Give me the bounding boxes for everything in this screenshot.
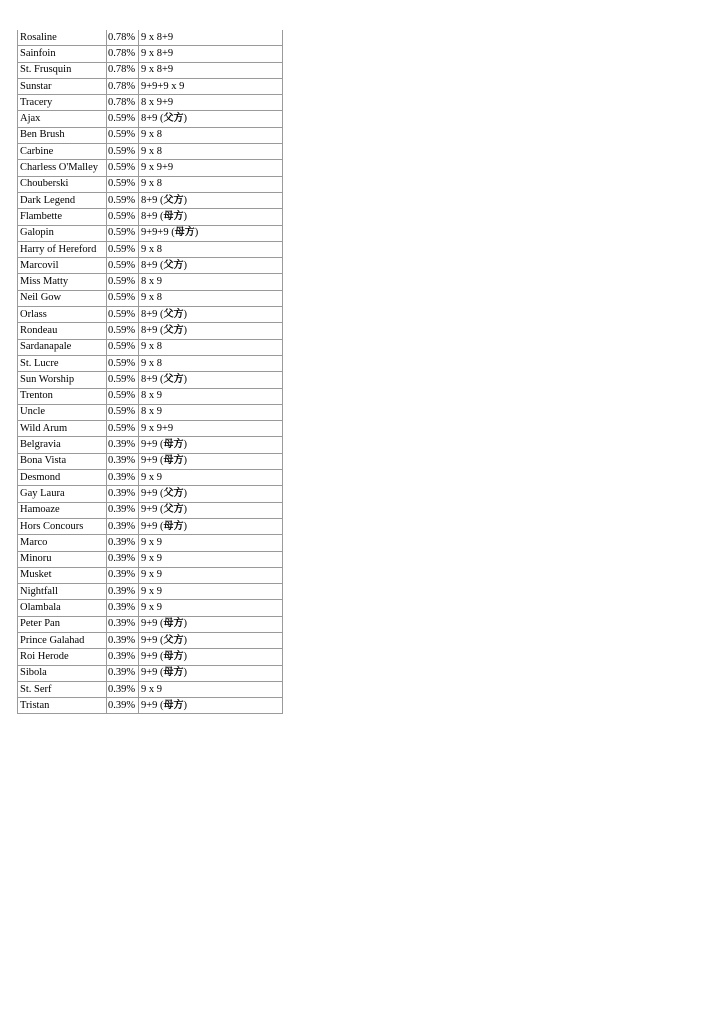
horse-name-cell: Sunstar xyxy=(18,78,107,94)
horse-name-cell: Olambala xyxy=(18,600,107,616)
cross-cell xyxy=(139,192,283,208)
percentage-cell: 0.78% xyxy=(107,95,139,111)
cross-cell xyxy=(139,111,283,127)
percentage-cell: 0.39% xyxy=(107,600,139,616)
closing-paren: ) xyxy=(183,373,188,385)
cross-cell xyxy=(139,339,283,355)
percentage-cell: 0.59% xyxy=(107,144,139,160)
cross-text: 9 x 8+9 xyxy=(141,64,174,76)
table-row xyxy=(18,30,283,46)
cross-cell xyxy=(139,388,283,404)
table-row xyxy=(18,307,283,323)
cross-text: 9+9 ( xyxy=(141,520,164,532)
cross-cell xyxy=(139,453,283,469)
cross-text: 8+9 ( xyxy=(141,373,164,385)
cross-cell xyxy=(139,665,283,681)
cross-text: 9+9 ( xyxy=(141,699,164,711)
side-note: 母方 xyxy=(163,210,184,222)
horse-name-cell: Marco xyxy=(18,535,107,551)
side-note: 父方 xyxy=(163,634,184,646)
table-row xyxy=(18,681,283,697)
horse-name-cell: St. Lucre xyxy=(18,355,107,371)
cross-cell xyxy=(139,30,283,46)
percentage-cell: 0.59% xyxy=(107,388,139,404)
cross-text: 9+9 ( xyxy=(141,455,164,467)
horse-name-cell: Neil Gow xyxy=(18,290,107,306)
cross-text: 9+9 ( xyxy=(141,634,164,646)
table-row xyxy=(18,209,283,225)
percentage-cell: 0.39% xyxy=(107,437,139,453)
cross-text: 9 x 8 xyxy=(141,243,162,255)
table-row xyxy=(18,486,283,502)
horse-name-cell: Tristan xyxy=(18,698,107,714)
percentage-cell: 0.59% xyxy=(107,192,139,208)
side-note: 母方 xyxy=(163,699,184,711)
horse-name-cell: Desmond xyxy=(18,470,107,486)
percentage-cell: 0.39% xyxy=(107,567,139,583)
cross-cell xyxy=(139,551,283,567)
horse-name-cell: Roi Herode xyxy=(18,649,107,665)
closing-paren: ) xyxy=(183,667,188,679)
cross-text: 9 x 9+9 xyxy=(141,422,174,434)
table-row xyxy=(18,649,283,665)
cross-text: 9 x 8 xyxy=(141,178,162,190)
table-row xyxy=(18,404,283,420)
cross-cell xyxy=(139,616,283,632)
closing-paren: ) xyxy=(183,113,188,125)
horse-name-cell: Hamoaze xyxy=(18,502,107,518)
cross-text: 9+9 ( xyxy=(141,504,164,516)
horse-name-cell: Belgravia xyxy=(18,437,107,453)
closing-paren: ) xyxy=(183,259,188,271)
table-row xyxy=(18,355,283,371)
closing-paren: ) xyxy=(183,487,188,499)
table-row xyxy=(18,78,283,94)
percentage-cell: 0.39% xyxy=(107,632,139,648)
cross-text: 9 x 8 xyxy=(141,129,162,141)
horse-name-cell: Miss Matty xyxy=(18,274,107,290)
side-note: 母方 xyxy=(163,439,184,451)
table-row xyxy=(18,632,283,648)
table-row xyxy=(18,111,283,127)
table-row xyxy=(18,323,283,339)
cross-text: 8 x 9 xyxy=(141,390,162,402)
cross-text: 9 x 9 xyxy=(141,553,162,565)
table-row xyxy=(18,258,283,274)
cross-cell xyxy=(139,176,283,192)
percentage-cell: 0.39% xyxy=(107,518,139,534)
cross-cell xyxy=(139,160,283,176)
percentage-cell: 0.59% xyxy=(107,372,139,388)
closing-paren: ) xyxy=(183,439,188,451)
horse-name-cell: Bona Vista xyxy=(18,453,107,469)
horse-name-cell: Hors Concours xyxy=(18,518,107,534)
cross-text: 9 x 9 xyxy=(141,536,162,548)
cross-text: 9 x 8+9 xyxy=(141,31,174,43)
cross-cell xyxy=(139,486,283,502)
cross-cell xyxy=(139,127,283,143)
side-note: 母方 xyxy=(163,520,184,532)
table-row xyxy=(18,192,283,208)
horse-name-cell: Charless O'Malley xyxy=(18,160,107,176)
cross-text: 9 x 9+9 xyxy=(141,162,174,174)
horse-name-cell: Sun Worship xyxy=(18,372,107,388)
side-note: 父方 xyxy=(163,194,184,206)
table-row xyxy=(18,160,283,176)
cross-cell xyxy=(139,649,283,665)
table-row xyxy=(18,176,283,192)
cross-cell xyxy=(139,470,283,486)
horse-name-cell: Prince Galahad xyxy=(18,632,107,648)
closing-paren: ) xyxy=(183,618,188,630)
cross-cell xyxy=(139,421,283,437)
table-row xyxy=(18,698,283,714)
cross-cell xyxy=(139,404,283,420)
cross-cell xyxy=(139,62,283,78)
percentage-cell: 0.59% xyxy=(107,290,139,306)
closing-paren: ) xyxy=(183,308,188,320)
horse-name-cell: Minoru xyxy=(18,551,107,567)
cross-text: 8 x 9+9 xyxy=(141,96,174,108)
horse-name-cell: Sibola xyxy=(18,665,107,681)
cross-cell xyxy=(139,355,283,371)
percentage-cell: 0.59% xyxy=(107,160,139,176)
horse-name-cell: Orlass xyxy=(18,307,107,323)
cross-cell xyxy=(139,78,283,94)
percentage-cell: 0.78% xyxy=(107,78,139,94)
cross-text: 9+9 ( xyxy=(141,650,164,662)
closing-paren: ) xyxy=(194,227,199,239)
cross-text: 9 x 9 xyxy=(141,585,162,597)
horse-name-cell: Peter Pan xyxy=(18,616,107,632)
cross-cell xyxy=(139,274,283,290)
percentage-cell: 0.59% xyxy=(107,404,139,420)
closing-paren: ) xyxy=(183,650,188,662)
horse-name-cell: Sardanapale xyxy=(18,339,107,355)
cross-text: 9 x 8 xyxy=(141,145,162,157)
percentage-cell: 0.39% xyxy=(107,649,139,665)
cross-text: 8+9 ( xyxy=(141,194,164,206)
table-row xyxy=(18,62,283,78)
cross-text: 9+9+9 ( xyxy=(141,227,175,239)
table-row xyxy=(18,437,283,453)
cross-text: 9+9+9 x 9 xyxy=(141,80,185,92)
percentage-cell: 0.39% xyxy=(107,453,139,469)
cross-cell xyxy=(139,600,283,616)
table-row xyxy=(18,584,283,600)
table-row xyxy=(18,665,283,681)
table-row xyxy=(18,290,283,306)
horse-name-cell: Flambette xyxy=(18,209,107,225)
horse-name-cell: Sainfoin xyxy=(18,46,107,62)
side-note: 父方 xyxy=(163,504,184,516)
cross-cell xyxy=(139,290,283,306)
cross-cell xyxy=(139,225,283,241)
percentage-cell: 0.59% xyxy=(107,421,139,437)
cross-text: 8 x 9 xyxy=(141,406,162,418)
cross-cell xyxy=(139,209,283,225)
table-row xyxy=(18,127,283,143)
horse-name-cell: Wild Arum xyxy=(18,421,107,437)
cross-text: 8 x 9 xyxy=(141,276,162,288)
closing-paren: ) xyxy=(183,455,188,467)
percentage-cell: 0.59% xyxy=(107,111,139,127)
percentage-cell: 0.59% xyxy=(107,339,139,355)
percentage-cell: 0.39% xyxy=(107,502,139,518)
closing-paren: ) xyxy=(183,210,188,222)
cross-cell xyxy=(139,681,283,697)
percentage-cell: 0.39% xyxy=(107,665,139,681)
cross-cell xyxy=(139,144,283,160)
percentage-cell: 0.39% xyxy=(107,698,139,714)
table-row xyxy=(18,274,283,290)
horse-name-cell: Carbine xyxy=(18,144,107,160)
percentage-cell: 0.39% xyxy=(107,616,139,632)
table-row xyxy=(18,46,283,62)
table-row xyxy=(18,388,283,404)
table-row xyxy=(18,551,283,567)
percentage-cell: 0.78% xyxy=(107,62,139,78)
cross-text: 9 x 9 xyxy=(141,602,162,614)
cross-text: 9 x 8 xyxy=(141,341,162,353)
horse-name-cell: Galopin xyxy=(18,225,107,241)
side-note: 母方 xyxy=(163,667,184,679)
cross-text: 8+9 ( xyxy=(141,324,164,336)
horse-name-cell: Trenton xyxy=(18,388,107,404)
percentage-cell: 0.59% xyxy=(107,176,139,192)
horse-name-cell: St. Serf xyxy=(18,681,107,697)
table-row xyxy=(18,421,283,437)
percentage-cell: 0.59% xyxy=(107,307,139,323)
table-row xyxy=(18,600,283,616)
horse-name-cell: Ajax xyxy=(18,111,107,127)
side-note: 母方 xyxy=(174,227,195,239)
cross-cell xyxy=(139,95,283,111)
horse-name-cell: Harry of Hereford xyxy=(18,241,107,257)
percentage-cell: 0.59% xyxy=(107,355,139,371)
cross-cell xyxy=(139,437,283,453)
table-row xyxy=(18,372,283,388)
closing-paren: ) xyxy=(183,504,188,516)
horse-name-cell: St. Frusquin xyxy=(18,62,107,78)
side-note: 父方 xyxy=(163,373,184,385)
cross-text: 9 x 9 xyxy=(141,569,162,581)
inbreeding-table xyxy=(17,30,283,714)
cross-cell xyxy=(139,698,283,714)
horse-name-cell: Marcovil xyxy=(18,258,107,274)
cross-text: 8+9 ( xyxy=(141,259,164,271)
closing-paren: ) xyxy=(183,194,188,206)
table-row xyxy=(18,339,283,355)
side-note: 父方 xyxy=(163,259,184,271)
horse-name-cell: Gay Laura xyxy=(18,486,107,502)
table-row xyxy=(18,518,283,534)
horse-name-cell: Uncle xyxy=(18,404,107,420)
closing-paren: ) xyxy=(183,324,188,336)
cross-text: 8+9 ( xyxy=(141,308,164,320)
percentage-cell: 0.59% xyxy=(107,225,139,241)
closing-paren: ) xyxy=(183,699,188,711)
cross-cell xyxy=(139,307,283,323)
percentage-cell: 0.39% xyxy=(107,681,139,697)
percentage-cell: 0.59% xyxy=(107,274,139,290)
cross-text: 9 x 8 xyxy=(141,357,162,369)
document-page xyxy=(17,30,283,714)
cross-cell xyxy=(139,584,283,600)
cross-cell xyxy=(139,518,283,534)
table-row xyxy=(18,144,283,160)
cross-text: 9+9 ( xyxy=(141,667,164,679)
cross-text: 9 x 9 xyxy=(141,683,162,695)
cross-text: 9 x 9 xyxy=(141,471,162,483)
side-note: 父方 xyxy=(163,324,184,336)
horse-name-cell: Ben Brush xyxy=(18,127,107,143)
side-note: 父方 xyxy=(163,308,184,320)
cross-cell xyxy=(139,258,283,274)
horse-name-cell: Dark Legend xyxy=(18,192,107,208)
side-note: 父方 xyxy=(163,487,184,499)
horse-name-cell: Rondeau xyxy=(18,323,107,339)
cross-text: 9+9 ( xyxy=(141,487,164,499)
percentage-cell: 0.59% xyxy=(107,209,139,225)
table-row xyxy=(18,535,283,551)
table-row xyxy=(18,95,283,111)
cross-cell xyxy=(139,632,283,648)
cross-cell xyxy=(139,535,283,551)
horse-name-cell: Musket xyxy=(18,567,107,583)
cross-cell xyxy=(139,241,283,257)
side-note: 母方 xyxy=(163,455,184,467)
percentage-cell: 0.39% xyxy=(107,535,139,551)
percentage-cell: 0.39% xyxy=(107,470,139,486)
horse-name-cell: Rosaline xyxy=(18,30,107,46)
closing-paren: ) xyxy=(183,634,188,646)
cross-text: 9 x 8+9 xyxy=(141,47,174,59)
cross-text: 8+9 ( xyxy=(141,210,164,222)
percentage-cell: 0.59% xyxy=(107,241,139,257)
cross-text: 9 x 8 xyxy=(141,292,162,304)
percentage-cell: 0.39% xyxy=(107,584,139,600)
cross-cell xyxy=(139,46,283,62)
table-body xyxy=(18,30,283,714)
side-note: 父方 xyxy=(163,113,184,125)
percentage-cell: 0.39% xyxy=(107,486,139,502)
cross-cell xyxy=(139,502,283,518)
table-row xyxy=(18,470,283,486)
table-row xyxy=(18,453,283,469)
cross-cell xyxy=(139,372,283,388)
cross-text: 8+9 ( xyxy=(141,113,164,125)
percentage-cell: 0.59% xyxy=(107,127,139,143)
side-note: 母方 xyxy=(163,650,184,662)
cross-cell xyxy=(139,323,283,339)
cross-cell xyxy=(139,567,283,583)
percentage-cell: 0.78% xyxy=(107,30,139,46)
table-row xyxy=(18,241,283,257)
table-row xyxy=(18,502,283,518)
closing-paren: ) xyxy=(183,520,188,532)
table-row xyxy=(18,225,283,241)
table-row xyxy=(18,616,283,632)
percentage-cell: 0.59% xyxy=(107,323,139,339)
side-note: 母方 xyxy=(163,618,184,630)
cross-text: 9+9 ( xyxy=(141,439,164,451)
horse-name-cell: Tracery xyxy=(18,95,107,111)
horse-name-cell: Chouberski xyxy=(18,176,107,192)
percentage-cell: 0.78% xyxy=(107,46,139,62)
percentage-cell: 0.39% xyxy=(107,551,139,567)
table-row xyxy=(18,567,283,583)
percentage-cell: 0.59% xyxy=(107,258,139,274)
horse-name-cell: Nightfall xyxy=(18,584,107,600)
cross-text: 9+9 ( xyxy=(141,618,164,630)
